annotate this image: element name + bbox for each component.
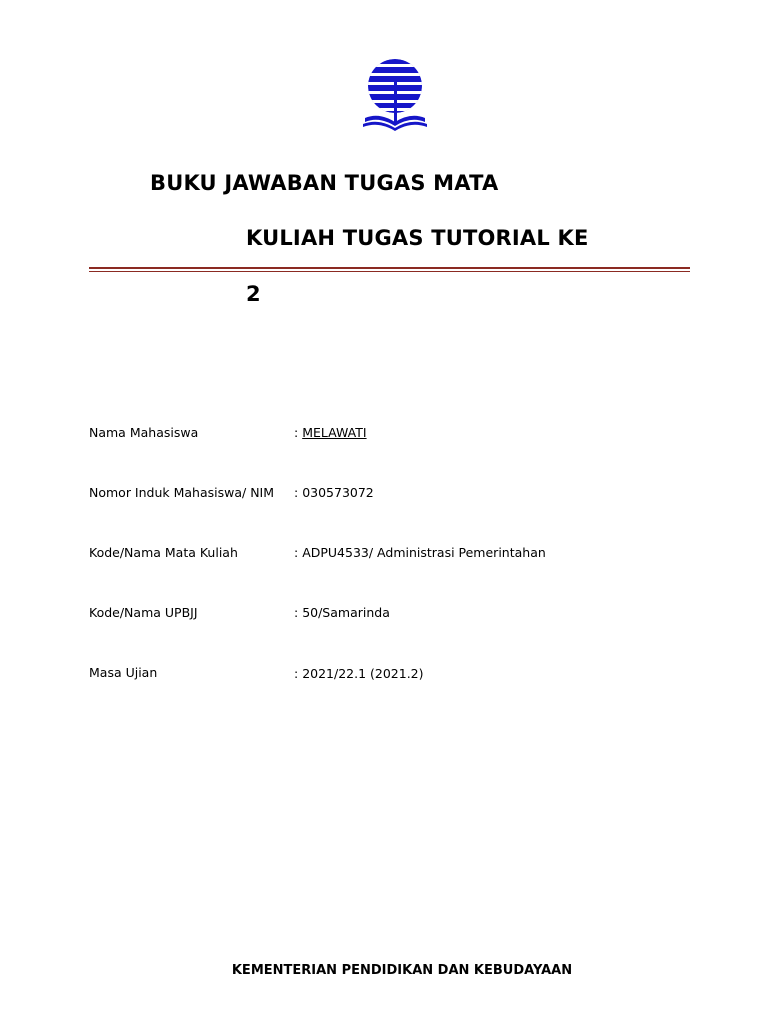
info-value <box>294 607 390 620</box>
student-name-value: MELAWATI <box>302 425 367 440</box>
info-value <box>294 547 546 560</box>
ministry-footer: KEMENTERIAN PENDIDIKAN DAN KEBUDAYAAN <box>231 963 573 978</box>
info-separator: : <box>294 425 303 440</box>
upbjj-value: 50/Samarinda <box>302 605 390 620</box>
info-separator: : <box>294 666 303 681</box>
document-title-line-2: KULIAH TUGAS TUTORIAL KE <box>246 226 589 250</box>
info-value <box>294 487 374 500</box>
exam-period-value: 2021/22.1 (2021.2) <box>302 666 424 681</box>
info-separator: : <box>294 605 303 620</box>
title-divider-thick <box>89 267 690 269</box>
info-separator: : <box>294 545 303 560</box>
info-value <box>294 668 424 681</box>
title-divider-thin <box>89 271 690 272</box>
document-title-line-3: 2 <box>246 282 261 306</box>
info-separator: : <box>294 485 303 500</box>
document-title-line-1: BUKU JAWABAN TUGAS MATA <box>150 171 499 195</box>
info-label: Masa Ujian <box>89 665 158 680</box>
course-value: ADPU4533/ Administrasi Pemerintahan <box>302 545 546 560</box>
info-label: Nomor Induk Mahasiswa/ NIM <box>89 485 275 500</box>
info-label: Kode/Nama UPBJJ <box>89 605 198 620</box>
info-label: Nama Mahasiswa <box>89 425 199 440</box>
info-label: Kode/Nama Mata Kuliah <box>89 545 238 560</box>
info-value <box>294 427 367 440</box>
student-id-value: 030573072 <box>302 485 374 500</box>
university-logo-icon <box>361 56 429 132</box>
